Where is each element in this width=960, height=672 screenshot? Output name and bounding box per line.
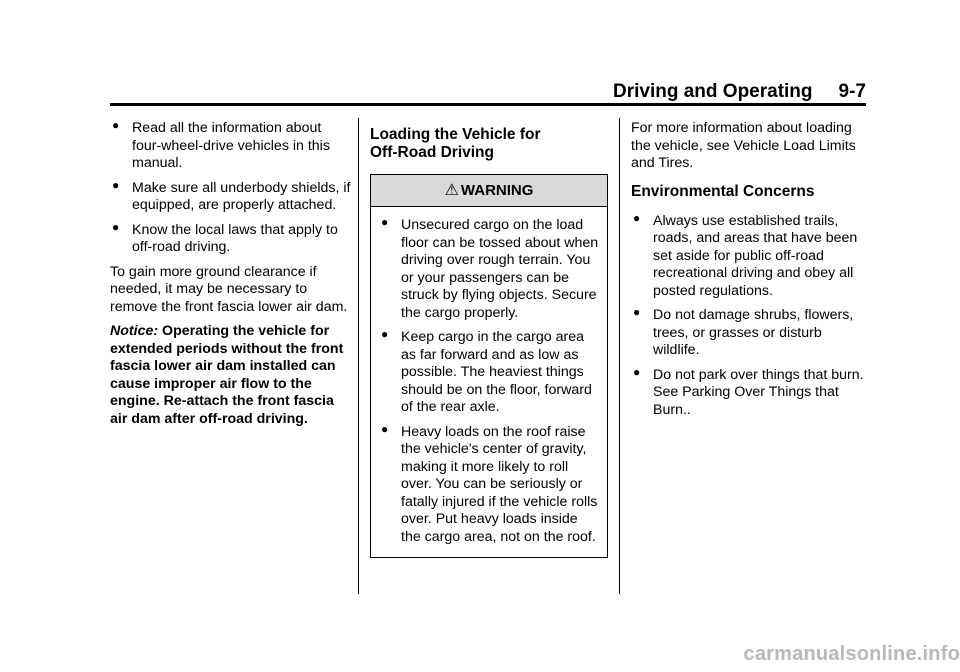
column-divider xyxy=(358,118,359,594)
bullet-list xyxy=(110,120,352,257)
bullet-list xyxy=(631,210,869,420)
bullet-icon: ● xyxy=(381,421,389,436)
list-item: ● Make sure all underbody shields, if equipped, are properly attached. xyxy=(112,177,351,213)
bullet-icon: ● xyxy=(381,327,389,341)
bullet-icon: ● xyxy=(381,215,389,229)
list-item: ● Do not park over things that burn. See Parking Over Things that Burn.. xyxy=(633,364,864,418)
load-info-paragraph: For more information about loading the vehicle, see Vehicle Load Limits and Tires. xyxy=(631,120,856,171)
bullet-icon: ● xyxy=(633,364,641,379)
warning-header xyxy=(371,175,607,207)
page-number: 9-7 xyxy=(838,81,866,102)
section-heading: Loading the Vehicle for Off-Road Driving xyxy=(370,126,541,161)
header-rule xyxy=(110,103,866,106)
list-item: ● Always use established trails, roads, and areas that have been set aside for public off-road recreational driving and obey all posted regulations. xyxy=(633,210,858,299)
page-header xyxy=(0,80,866,104)
notice-text: Operating the vehicle for extended periods without the front fascia lower air dam installed can cause improper air flow to the engine. Re-attach the front fascia air dam after off-road driving. xyxy=(110,323,344,427)
watermark: carmanualsonline.info xyxy=(743,643,960,665)
bullet-icon: ● xyxy=(112,219,120,234)
column-divider xyxy=(619,118,620,594)
ground-clearance-paragraph: To gain more ground clearance if needed, it may be necessary to remove the front fascia lower air dam. xyxy=(110,263,348,315)
bullet-icon: ● xyxy=(112,118,120,132)
list-item: ● Unsecured cargo on the load floor can be tossed about when driving over rough terrain. You or your passengers can be struck by flying objects. Secure the cargo properly. xyxy=(381,215,599,321)
list-item: ● Keep cargo in the cargo area as far forward and as low as possible. The heaviest things should be on the floor, forward of the rear axle. xyxy=(381,327,592,415)
warning-icon: ⚠ xyxy=(444,182,459,199)
bullet-icon: ● xyxy=(633,305,641,319)
warning-bullet-list xyxy=(371,207,607,557)
list-item: ● Heavy loads on the roof raise the vehicle's center of gravity, making it more likely to roll over. You can be seriously or fatally injured if the vehicle rolls over. Put heavy loads inside the cargo area, not on the roof. xyxy=(381,421,598,545)
warning-label: WARNING xyxy=(460,182,534,199)
bullet-icon: ● xyxy=(633,210,641,225)
notice-paragraph xyxy=(110,323,352,428)
list-item: ● Know the local laws that apply to off-road driving. xyxy=(112,219,338,255)
list-item: ● Read all the information about four-wheel-drive vehicles in this manual. xyxy=(112,118,330,171)
section-title: Driving and Operating xyxy=(613,81,813,102)
column-1 xyxy=(110,120,352,435)
warning-box xyxy=(370,174,608,558)
notice-label: Notice: xyxy=(110,323,159,339)
column-3 xyxy=(631,120,869,426)
section-heading: Environmental Concerns xyxy=(631,182,815,200)
list-item: ● Do not damage shrubs, flowers, trees, or grasses or disturb wildlife. xyxy=(633,305,854,358)
bullet-icon: ● xyxy=(112,177,120,192)
column-2 xyxy=(370,120,610,558)
